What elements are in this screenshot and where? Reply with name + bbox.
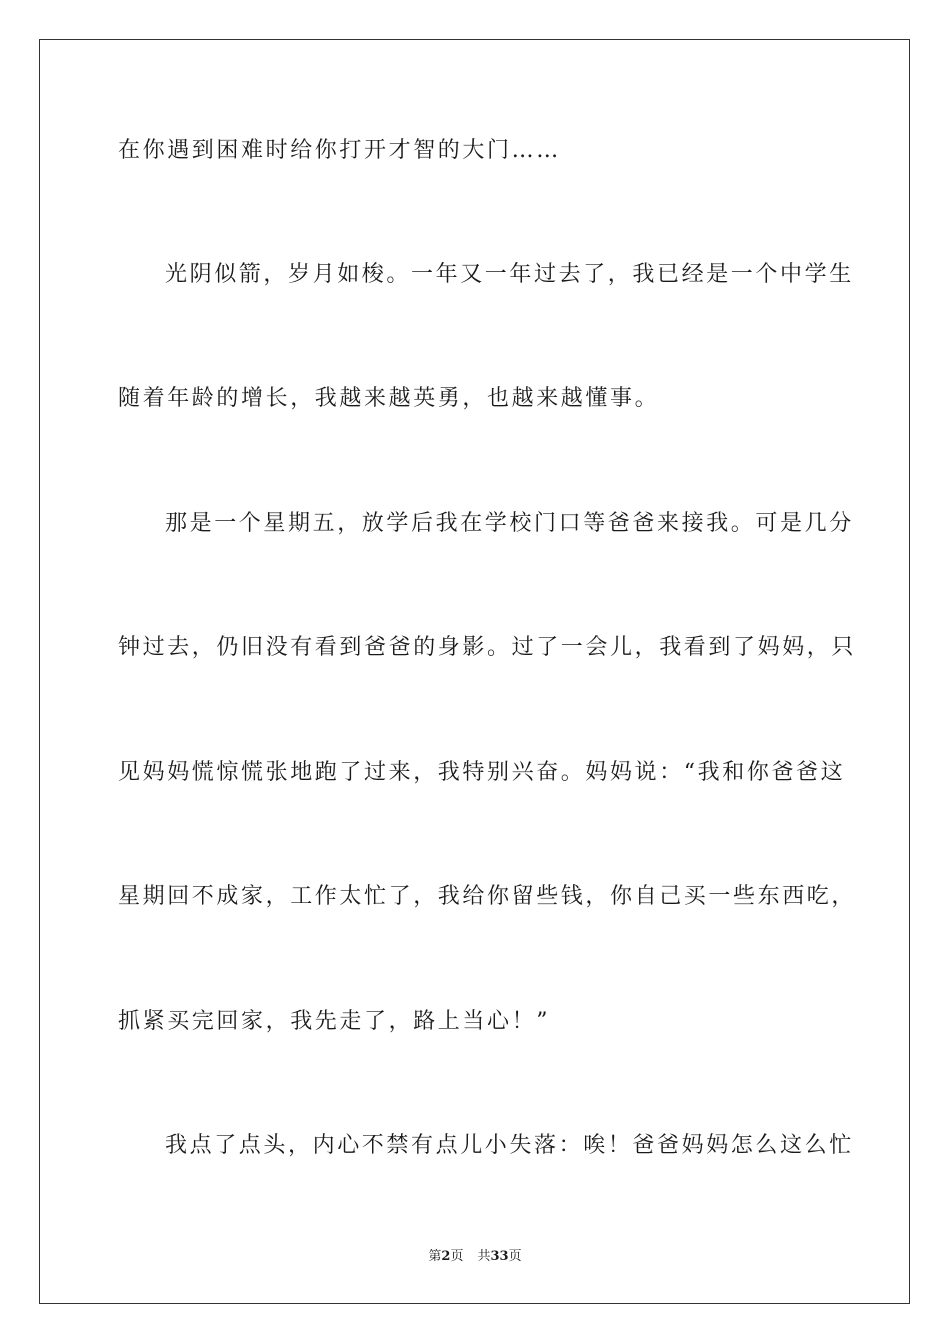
paragraph-start-line: 光阴似箭，岁月如梭。一年又一年过去了，我已经是一个中学生 xyxy=(165,262,854,287)
paragraph-start-line: 我点了点头，内心不禁有点儿小失落：唉！爸爸妈妈怎么这么忙 xyxy=(165,1133,854,1158)
text-line: 在你遇到困难时给你打开才智的大门…… xyxy=(118,138,561,163)
text-line: 星期回不成家，工作太忙了，我给你留些钱，你自己买一些东西吃， xyxy=(118,884,857,909)
text-line: 抓紧买完回家，我先走了，路上当心！” xyxy=(118,1009,551,1034)
total-pages: 33 xyxy=(490,1249,509,1264)
paragraph-start-line: 那是一个星期五，放学后我在学校门口等爸爸来接我。可是几分 xyxy=(165,511,854,536)
page-prefix: 第 xyxy=(428,1249,442,1264)
text-line: 钟过去，仍旧没有看到爸爸的身影。过了一会儿，我看到了妈妈，只 xyxy=(118,635,857,660)
page-footer xyxy=(0,1248,950,1266)
text-line: 随着年龄的增长，我越来越英勇，也越来越懂事。 xyxy=(118,386,660,411)
page-suffix: 页 xyxy=(450,1249,464,1264)
total-prefix: 共 xyxy=(477,1249,491,1264)
total-suffix: 页 xyxy=(508,1249,522,1264)
page-number: 2 xyxy=(441,1249,451,1264)
page-border xyxy=(39,39,910,1304)
text-line: 见妈妈慌惊慌张地跑了过来，我特别兴奋。妈妈说：“我和你爸爸这 xyxy=(118,760,846,785)
